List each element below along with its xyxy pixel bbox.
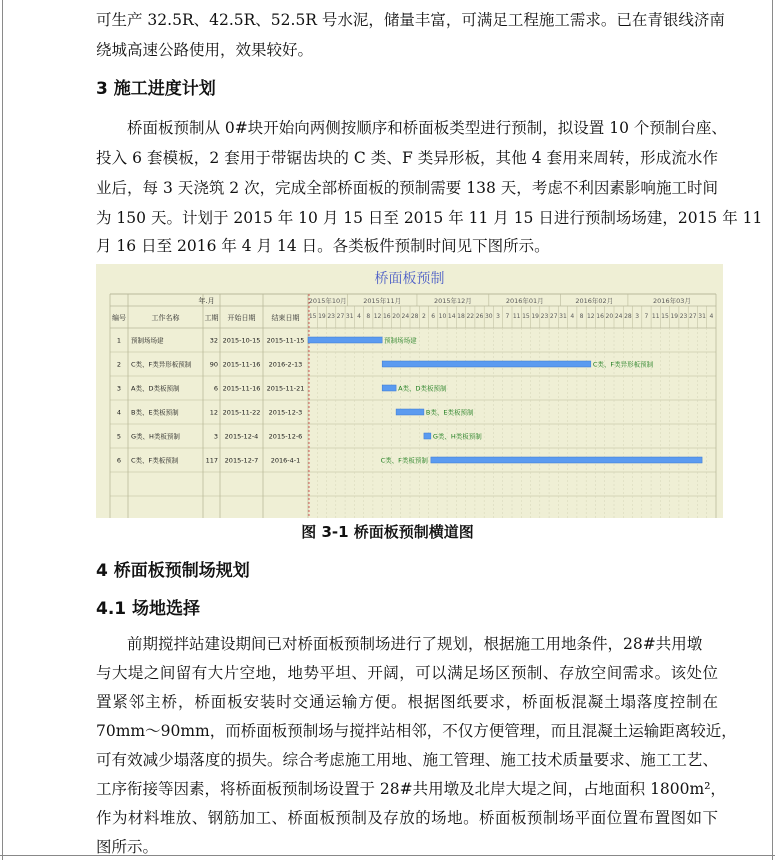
task-cell: 2016-2-13 [268,360,303,369]
day-label: 14 [447,313,456,320]
task-cell: 90 [209,360,218,369]
column-header: 工期 [204,314,219,322]
day-label: 23 [679,313,688,320]
day-label: 19 [670,313,679,320]
day-label: 27 [549,313,558,320]
text-line: 可有效减少塌落度的损失。综合考虑施工用地、施工管理、施工技术质量要求、施工工艺、 [96,751,718,769]
text-line: 置紧邻主桥，桥面板安装时交通运输方便。根据图纸要求，桥面板混凝土塌落度控制在 [96,693,718,711]
task-cell: 预制场场建 [131,336,164,345]
text-line: 业后，每 3 天浇筑 2 次，完成全部桥面板的预制需要 138 天，考虑不利因素影响施工时间 [96,179,718,197]
month-label: 2016年01月 [505,297,544,305]
day-label: 20 [392,313,400,320]
day-label: 31 [698,313,706,320]
day-label: 27 [688,313,697,320]
task-bar-label: C类、F类异形板预制 [592,360,654,369]
column-header: 开始日期 [227,314,256,322]
day-label: 11 [512,313,521,320]
text-line: 图所示。 [96,838,159,856]
day-label: 31 [345,313,354,320]
text-line: 作为材料堆放、钢筋加工、桥面板预制及存放的场地。桥面板预制场平面位置布置图如下 [96,809,718,827]
month-label: 2016年03月 [653,297,691,305]
column-header: 编号 [112,314,126,322]
day-label: 15 [308,313,317,320]
day-label: 12 [373,313,382,320]
task-bar [396,409,424,415]
day-label: 15 [522,313,530,320]
day-label: 24 [614,313,623,320]
day-label: 28 [624,313,632,320]
day-label: 2 [421,313,426,320]
column-header: 工作名称 [151,314,180,322]
task-cell: 3 [213,432,218,441]
month-label: 2015年10月 [308,297,347,305]
day-label: 27 [336,313,345,320]
day-label: 28 [410,313,419,320]
task-cell: 12 [209,408,218,417]
task-cell: 6 [116,456,122,465]
text-line: 70mm～90mm，而桥面板预制场与搅拌站相邻，不仅方便管理，而且混凝土运输距离较近， [96,722,737,740]
day-label: 30 [484,313,493,320]
day-label: 8 [366,313,371,320]
page-bottom-rule [0,855,775,856]
day-label: 8 [579,313,584,320]
day-label: 7 [505,313,510,320]
day-label: 26 [475,313,484,320]
figure-caption: 图 3-1 桥面板预制横道图 [301,523,474,541]
day-label: 7 [644,313,649,320]
task-cell: 2015-11-15 [266,336,305,345]
day-label: 3 [496,313,501,320]
month-label: 2015年12月 [433,297,472,305]
chart-title: 桥面板预制 [374,271,445,287]
task-cell: 2015-11-16 [222,360,261,369]
text-line: 月 16 日至 2016 年 4 月 14 日。各类板件预制时间见下图所示。 [96,237,550,255]
task-bar-label: B类、E类板预制 [425,408,474,417]
day-label: 19 [531,313,540,320]
task-cell: 2015-12-4 [224,432,259,441]
task-cell: 1 [116,336,122,345]
day-label: 10 [438,313,447,320]
day-label: 23 [540,313,549,320]
task-cell: 4 [116,408,122,417]
task-bar [308,337,382,343]
header-group-label: 年.月 [198,297,215,305]
task-cell: 2015-11-22 [222,408,261,417]
task-bar [382,361,591,367]
day-label: 6 [431,313,436,320]
task-cell: 2016-4-1 [270,456,301,465]
task-cell: B类、E类板预制 [131,408,179,417]
day-label: 11 [651,313,660,320]
text-line: 绕城高速公路使用，效果较好。 [96,41,314,59]
task-cell: 6 [213,384,218,393]
day-label: 4 [357,313,361,320]
task-cell: 2015-12-6 [268,432,303,441]
task-bar-label: C类、F类板预制 [380,456,428,465]
page-edge-right [772,0,773,860]
task-cell: 117 [205,456,218,465]
section-heading: 4 桥面板预制场规划 [96,561,250,581]
task-bar-label: 预制场场建 [384,336,417,345]
gantt-chart [96,264,723,518]
text-line: 桥面板预制从 0#块开始向两侧按顺序和桥面板类型进行预制，拟设置 10 个预制台座、 [127,119,727,137]
day-label: 19 [318,313,326,320]
day-label: 22 [466,313,475,320]
text-line: 前期搅拌站建设期间已对桥面板预制场进行了规划，根据施工用地条件，28#共用墩 [127,635,703,653]
day-label: 16 [382,313,391,320]
page-edge-left [2,0,3,860]
task-cell: 5 [116,432,122,441]
day-label: 3 [635,313,640,320]
task-bar [431,457,702,463]
subsection-heading: 4.1 场地选择 [96,599,201,619]
month-label: 2016年02月 [575,297,614,305]
task-cell: 3 [116,384,122,393]
task-cell: 2015-12-7 [224,456,259,465]
day-label: 20 [605,313,614,320]
day-label: 18 [457,313,465,320]
task-bar-label: A类、D类板预制 [398,384,447,393]
task-cell: 2015-12-3 [268,408,303,417]
column-header: 结束日期 [271,314,300,322]
task-bar [382,385,396,391]
text-line: 工序衔接等因素，将桥面板预制场设置于 28#共用墩及北岸大堤之间，占地面积 1800m²， [96,780,726,798]
task-cell: C类、F类板预制 [131,456,179,465]
task-cell: 2015-11-21 [266,384,305,393]
text-line: 为 150 天。计划于 2015 年 10 月 15 日至 2015 年 11 月 15 日进行预制场场建，2015 年 11 [96,209,763,227]
day-label: 16 [596,313,604,320]
text-line: 可生产 32.5R、42.5R、52.5R 号水泥，储量丰富，可满足工程施工需求。已在青银线济南 [96,11,725,29]
task-cell: 2015-10-15 [222,336,261,345]
day-label: 31 [559,313,567,320]
month-label: 2015年11月 [363,297,402,305]
task-cell: 32 [209,336,218,345]
section-heading: 3 施工进度计划 [96,79,216,99]
task-bar [424,433,431,439]
gantt-svg [96,264,723,518]
task-bar-label: G类、H类板预制 [432,432,482,441]
task-cell: A类、D类板预制 [131,384,180,393]
day-label: 15 [661,313,669,320]
text-line: 与大堤之间留有大片空地，地势平坦、开阔，可以满足场区预制、存放空间需求。该处位 [96,664,718,682]
day-label: 24 [401,313,410,320]
task-cell: 2 [116,360,122,369]
day-label: 23 [327,313,336,320]
task-cell: C类、F类异形板预制 [131,360,192,369]
day-label: 4 [709,313,714,320]
day-label: 12 [586,313,595,320]
task-cell: 2015-11-16 [222,384,261,393]
day-label: 4 [570,313,575,320]
text-line: 投入 6 套模板，2 套用于带锯齿块的 C 类、F 类异形板，其他 4 套用来周转，形成流水作 [96,149,718,167]
task-cell: G类、H类板预制 [131,432,180,441]
